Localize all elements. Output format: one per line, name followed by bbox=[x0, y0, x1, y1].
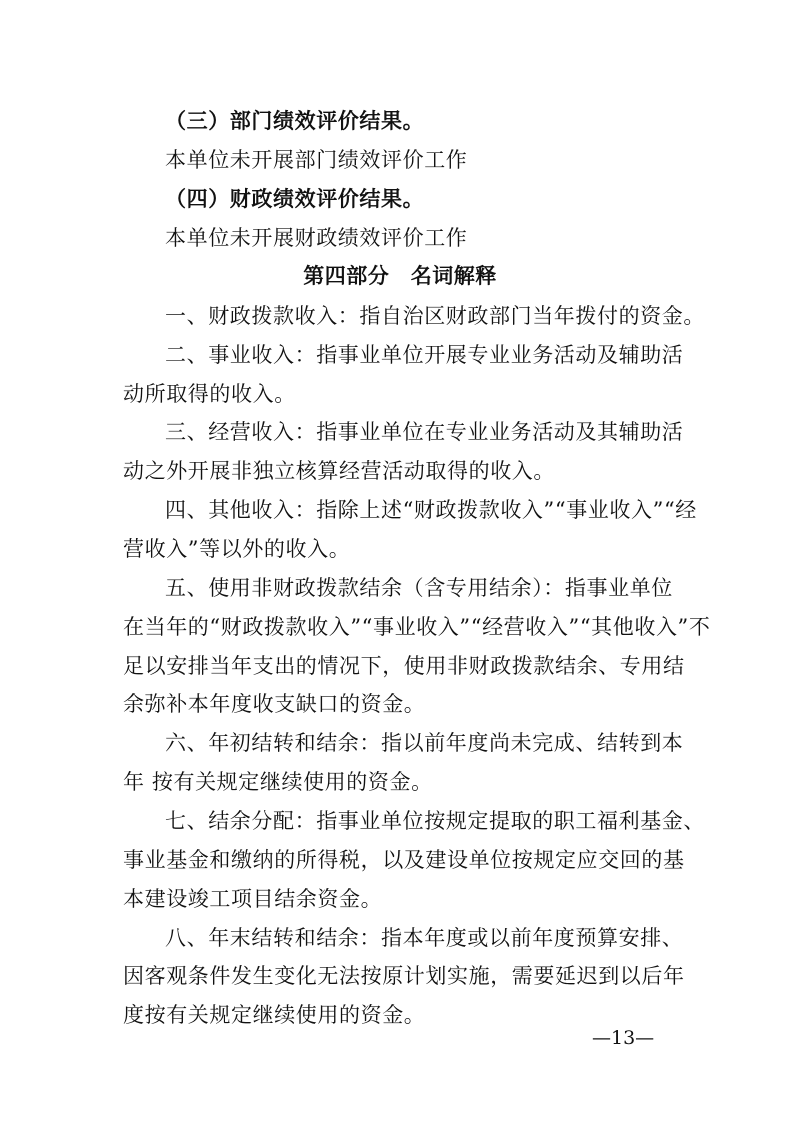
section-title-part-four: 第四部分 名词解释 bbox=[303, 264, 497, 288]
finance-performance-text: 本单位未开展财政绩效评价工作 bbox=[165, 226, 468, 250]
term-line: 因客观条件发生变化无法按原计划实施，需要延迟到以后年 bbox=[123, 964, 685, 988]
term-line: 营收入”等以外的收入。 bbox=[123, 537, 351, 561]
term-line: 八、年末结转和结余：指本年度或以前年度预算安排、 bbox=[165, 926, 684, 950]
term-line: 年 按有关规定继续使用的资金。 bbox=[123, 770, 433, 794]
term-line: 度按有关规定继续使用的资金。 bbox=[123, 1003, 426, 1027]
term-line: 本建设竣工项目结余资金。 bbox=[123, 887, 383, 911]
term-line: 五、使用非财政拨款结余（含专用结余）：指事业单位 bbox=[165, 576, 673, 600]
term-line: 动所取得的收入。 bbox=[123, 382, 296, 406]
term-line: 七、结余分配：指事业单位按规定提取的职工福利基金、 bbox=[165, 809, 705, 833]
page-number: —13— bbox=[592, 1027, 655, 1049]
term-line: 四、其他收入：指除上述“财政拨款收入”“事业收入”“经 bbox=[165, 498, 697, 522]
term-line: 事业基金和缴纳的所得税，以及建设单位按规定应交回的基 bbox=[123, 848, 685, 872]
dept-performance-heading: （三）部门绩效评价结果。 bbox=[165, 108, 425, 133]
term-line: 一、财政拨款收入：指自治区财政部门当年拨付的资金。 bbox=[165, 304, 705, 328]
dept-performance-text: 本单位未开展部门绩效评价工作 bbox=[165, 148, 468, 172]
finance-performance-heading: （四）财政绩效评价结果。 bbox=[165, 186, 425, 211]
term-line: 动之外开展非独立核算经营活动取得的收入。 bbox=[123, 459, 555, 483]
term-line: 足以安排当年支出的情况下，使用非财政拨款结余、专用结 bbox=[123, 654, 685, 678]
term-line: 二、事业收入：指事业单位开展专业业务活动及辅助活 bbox=[165, 343, 684, 367]
term-line: 余弥补本年度收支缺口的资金。 bbox=[123, 692, 426, 716]
term-line: 六、年初结转和结余：指以前年度尚未完成、结转到本 bbox=[165, 731, 684, 755]
term-line: 三、经营收入：指事业单位在专业业务活动及其辅助活 bbox=[165, 420, 684, 444]
term-line: 在当年的“财政拨款收入”“事业收入”“经营收入”“其他收入”不 bbox=[123, 615, 711, 639]
